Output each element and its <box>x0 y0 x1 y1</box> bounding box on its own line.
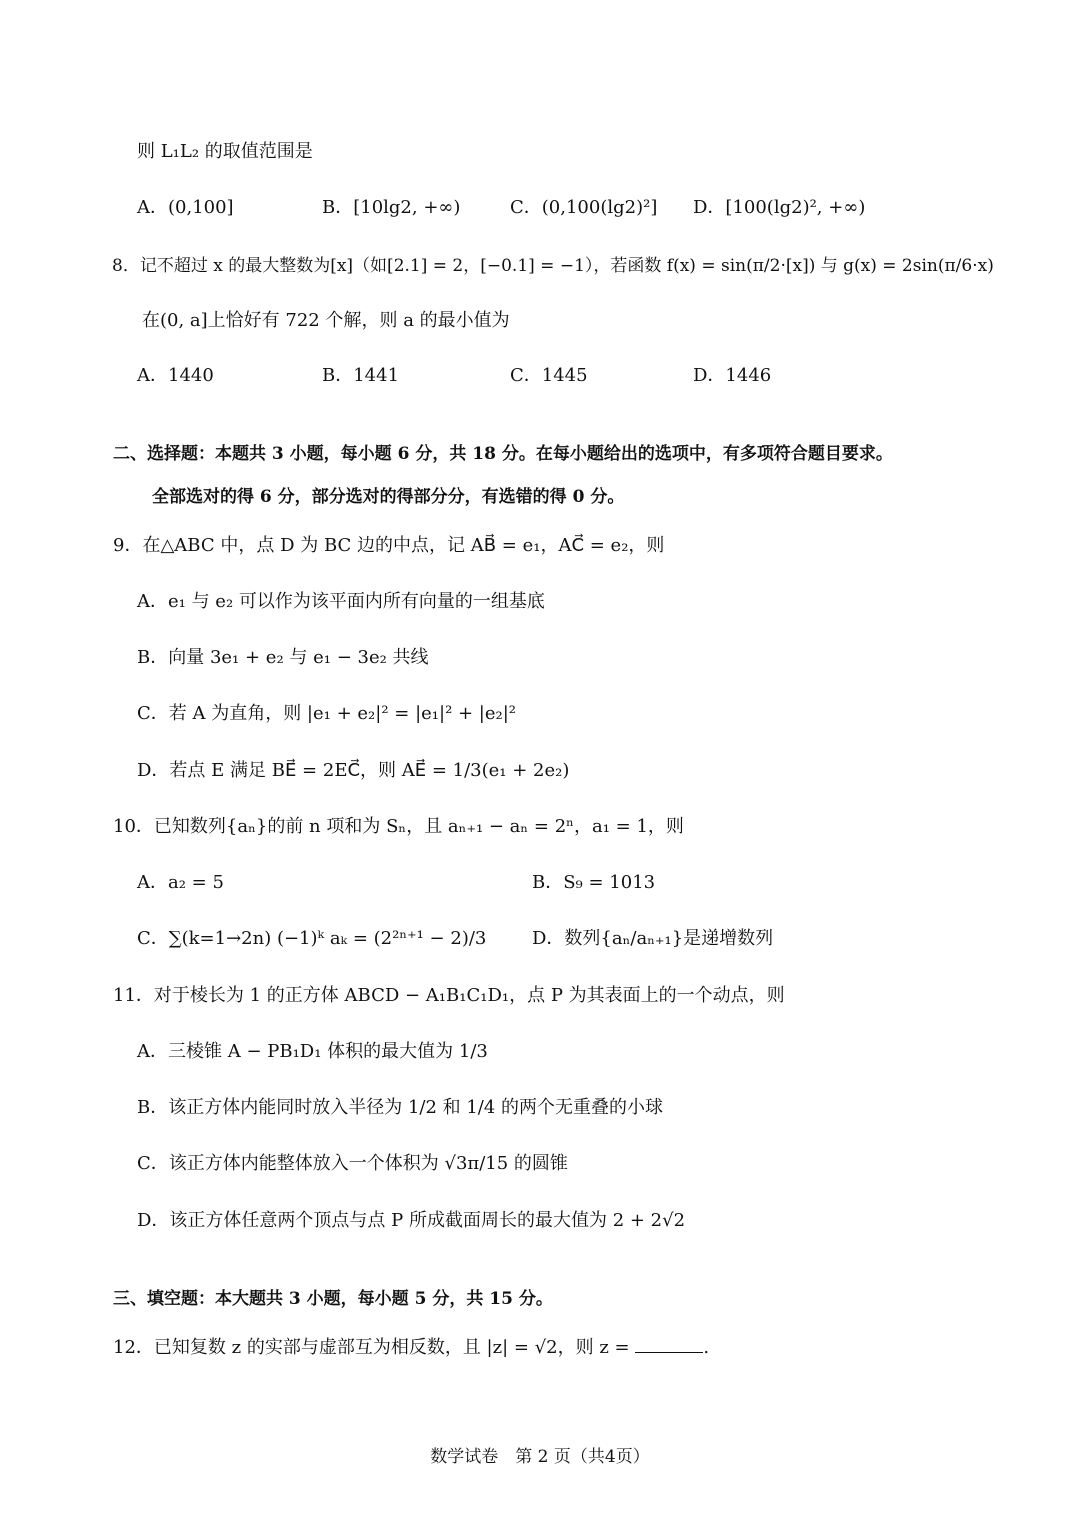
q8-stem-line2: 在(0, a]上恰好有 722 个解，则 a 的最小值为 <box>142 310 510 331</box>
q7-option-b: B．[10lg2, +∞) <box>322 197 461 218</box>
q10-option-c: C．∑(k=1→2n) (−1)ᵏ aₖ = (2²ⁿ⁺¹ − 2)/3 <box>137 928 487 949</box>
q9-option-d: D．若点 E 满足 BE⃗ = 2EC⃗，则 AE⃗ = 1/3(e₁ + 2e₂) <box>137 760 570 781</box>
q9-option-b: B．向量 3e₁ + e₂ 与 e₁ − 3e₂ 共线 <box>137 647 429 668</box>
q8-option-b: B．1441 <box>322 365 400 386</box>
q11-stem: 11．对于棱长为 1 的正方体 ABCD − A₁B₁C₁D₁，点 P 为其表面上的一个动点，则 <box>113 985 785 1006</box>
q8-option-d: D．1446 <box>693 365 772 386</box>
q10-option-b: B．S₉ = 1013 <box>532 872 656 893</box>
q10-stem: 10．已知数列{aₙ}的前 n 项和为 Sₙ，且 aₙ₊₁ − aₙ = 2ⁿ，a₁ = 1，则 <box>113 816 684 837</box>
q9-option-a: A．e₁ 与 e₂ 可以作为该平面内所有向量的一组基底 <box>137 591 545 612</box>
section2-instructions: 全部选对的得 6 分，部分选对的得部分分，有选错的得 0 分。 <box>152 487 625 507</box>
q9-stem: 9．在△ABC 中，点 D 为 BC 边的中点，记 AB⃗ = e₁，AC⃗ = e₂，则 <box>113 535 665 556</box>
q12-answer-blank[interactable] <box>635 1334 703 1353</box>
q8-option-a: A．1440 <box>137 365 214 386</box>
q11-option-a: A．三棱锥 A − PB₁D₁ 体积的最大值为 1/3 <box>137 1041 488 1062</box>
q10-option-a: A．a₂ = 5 <box>137 872 224 893</box>
q7-option-d: D．[100(lg2)², +∞) <box>693 197 866 218</box>
q11-option-d: D．该正方体任意两个顶点与点 P 所成截面周长的最大值为 2 + 2√2 <box>137 1210 686 1231</box>
section2-heading: 二、选择题：本题共 3 小题，每小题 6 分，共 18 分。在每小题给出的选项中，有多项符合题目要求。 <box>113 444 893 464</box>
page-footer: 数学试卷 第 2 页（共4页） <box>430 1447 650 1467</box>
q11-option-c: C．该正方体内能整体放入一个体积为 √3π/15 的圆锥 <box>137 1153 568 1174</box>
q9-option-c: C．若 A 为直角，则 |e₁ + e₂|² = |e₁|² + |e₂|² <box>137 703 517 724</box>
q8-option-c: C．1445 <box>510 365 588 386</box>
q12-end: . <box>703 1337 710 1358</box>
q7-option-c: C．(0,100(lg2)²] <box>510 197 658 218</box>
q8-stem-line1: 8．记不超过 x 的最大整数为[x]（如[2.1] = 2，[−0.1] = −1），若函数 f(x) = sin(π/2·[x]) 与 g(x) = 2sin(π/6·x) <box>112 256 994 276</box>
q12-text: 12．已知复数 z 的实部与虚部互为相反数，且 |z| = √2，则 z = <box>113 1337 630 1358</box>
q7-option-a: A．(0,100] <box>137 197 234 218</box>
section3-heading: 三、填空题：本大题共 3 小题，每小题 5 分，共 15 分。 <box>113 1289 553 1309</box>
q11-option-b: B．该正方体内能同时放入半径为 1/2 和 1/4 的两个无重叠的小球 <box>137 1097 664 1118</box>
q10-option-d: D．数列{aₙ/aₙ₊₁}是递增数列 <box>532 928 774 949</box>
q7-stem-tail: 则 L₁L₂ 的取值范围是 <box>137 141 313 162</box>
q12-stem <box>113 1334 709 1362</box>
